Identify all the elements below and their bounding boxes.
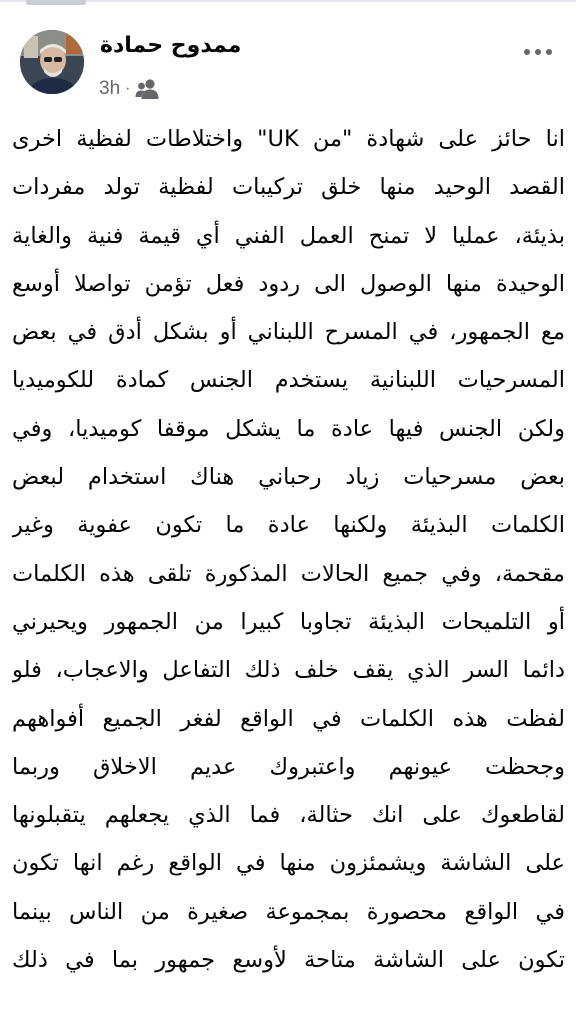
more-horizontal-icon xyxy=(523,48,553,56)
avatar[interactable] xyxy=(20,30,84,94)
post-text-line: لفظت هذه الكلمات في الواقع لفغر الجميع أفواههم xyxy=(12,705,565,732)
friends-icon xyxy=(135,78,161,100)
post-text-line: القصد الوحيد منها خلق تركيبات لفظية تولد مفردات xyxy=(12,174,565,201)
post-text-line: المسرحيات اللبنانية يستخدم الجنس كمادة للكوميديا xyxy=(12,367,565,394)
author-name[interactable]: ممدوح حمادة xyxy=(100,33,242,58)
previous-content-edge xyxy=(0,0,576,2)
post-text-line: مع الجمهور، في المسرح اللبناني أو بشكل أدق في بعض xyxy=(12,319,565,346)
post-text-line: انا حائز على شهادة "من UK" واختلاطات لفظية اخرى xyxy=(12,126,565,152)
post-header xyxy=(0,30,576,110)
avatar-photo xyxy=(20,30,84,94)
post-meta xyxy=(99,78,161,100)
post-time[interactable]: 3h xyxy=(99,78,121,99)
post-text xyxy=(12,115,565,984)
post-text-line: تكون على الشاشة متاحة لأوسع جمهور بما في ذلك xyxy=(12,947,565,974)
previous-content-stub xyxy=(26,0,86,5)
more-options-button[interactable] xyxy=(520,40,556,64)
post-text-line: بذيئة، عمليا لا تمنح العمل الفني أي قيمة فنية والغاية xyxy=(12,222,565,249)
post-text-line: دائما السر الذي يقف خلف ذلك التفاعل والاعجاب، فلو xyxy=(12,657,565,684)
post-text-line: لقاطعوك على انك حثالة، فما الذي يجعلهم يتقبلونها xyxy=(12,802,565,829)
post-text-line: مقحمة، وفي جميع الحالات المذكورة تلقى هذه الكلمات xyxy=(12,560,565,587)
post-text-line: في الواقع محصورة بمجموعة صغيرة من الناس بينما xyxy=(12,898,565,925)
meta-separator: · xyxy=(125,80,131,97)
post-text-line: بعض مسرحيات زياد رحباني هناك استخدام لبعض xyxy=(12,464,565,491)
post-text-line: وجحظت عيونهم واعتبروك عديم الاخلاق وربما xyxy=(12,753,565,780)
post-text-line: ولكن الجنس فيها عادة ما يشكل موقفا كوميديا، وفي xyxy=(12,415,565,442)
post-text-line: أو التلميحات البذيئة تجاوبا كبيرا من الجمهور ويحيرني xyxy=(12,608,565,635)
post-text-line: الكلمات البذيئة ولكنها عادة ما تكون عفوية وغير xyxy=(12,512,565,539)
post-text-line: الوحيدة منها الوصول الى ردود فعل تؤمن تواصلا أوسع xyxy=(12,270,565,297)
post-text-line: على الشاشة ويشمئزون منها في الواقع رغم انها تكون xyxy=(12,850,565,877)
